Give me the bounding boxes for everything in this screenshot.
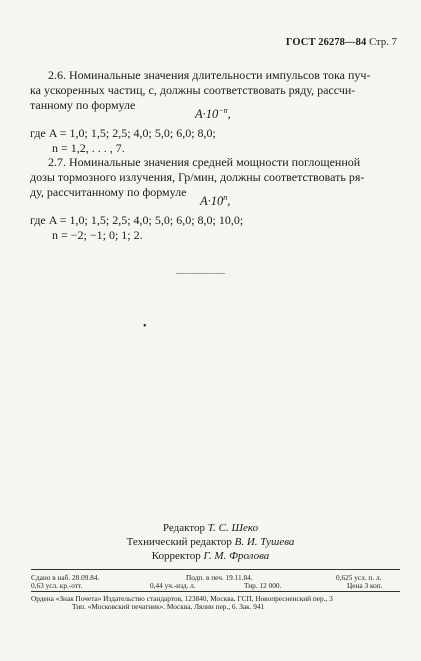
editor-role: Редактор [162,522,205,534]
section-2-6-line-1: 2.6. Номинальные значения длительности импульсов тока пуч- [48,68,371,82]
corrector-line [0,549,421,563]
standard-number: ГОСТ 26278—84 [285,37,367,48]
imprint-col2-row2: 0,44 уч.-изд. л. [150,581,196,590]
imprint-col3-row2: Тир. 12 000. [244,581,282,590]
formula-2-7 [200,193,230,209]
imprint-publisher: Ордена «Знак Почета» Издательство стандартов, 123840, Москва, ГСП, Новопресненский пер., 3 [31,594,333,603]
section-2-6-where-line: где A = 1,0; 1,5; 2,5; 4,0; 5,0; 6,0; 8,0; [30,126,216,140]
imprint-col4-row1: 0,625 усл. п. л. [336,573,382,582]
tech-editor-name: В. И. Тушева [234,536,295,548]
section-2-6-line-2: ка ускоренных частиц, с, должны соответствовать ряду, рассчи- [30,83,356,97]
formula-2-6-exponent: −n [218,106,228,115]
imprint-col2-row1: Подп. в печ. 19.11.84. [186,573,253,582]
corrector-role: Корректор [151,550,201,562]
section-separator: — ——— — [176,268,224,279]
formula-2-6-tail: , [227,107,231,122]
page-number: Стр. 7 [369,37,397,48]
imprint-bottom-rule [31,591,400,592]
tech-editor-role: Технический редактор [126,536,232,548]
imprint-printer: Тип. «Московский печатник». Москва, Лялин пер., 6. Зак. 941 [72,602,265,611]
formula-2-7-tail: , [227,194,231,209]
imprint-top-rule [31,569,400,570]
imprint-col1-row2: 0,63 усл. кр.-отт. [31,581,83,590]
editor-name: Т. С. Шеко [207,522,259,534]
section-2-7-where-line: где A = 1,0; 1,5; 2,5; 4,0; 5,0; 6,0; 8,0; 10,0; [30,213,244,227]
imprint-col1-row1: Сдано в наб. 28.09.84. [31,573,100,582]
formula-2-6-base: A·10 [195,107,219,122]
section-2-6-n-line: n = 1,2, . . . , 7. [52,141,125,155]
section-2-7-n-line: n = −2; −1; 0; 1; 2. [52,228,143,242]
section-2-6-line-3: танному по формуле [30,98,136,112]
corrector-name: Г. М. Фролова [203,550,270,562]
formula-2-6 [195,106,231,122]
section-2-7-line-1: 2.7. Номинальные значения средней мощности поглощенной [48,155,361,169]
editor-line [0,521,421,535]
tech-editor-line [0,535,421,549]
formula-2-7-base: A·10 [200,194,224,209]
stray-mark: • [143,321,147,332]
formula-2-7-exponent: n [223,193,228,202]
page-header [286,37,397,48]
section-2-7-line-3: ду, рассчитанному по формуле [30,185,187,199]
section-2-7-line-2: дозы тормозного излучения, Гр/мин, должны соответствовать ря- [30,170,365,184]
imprint-col4-row2: Цена 3 коп. [347,581,383,590]
